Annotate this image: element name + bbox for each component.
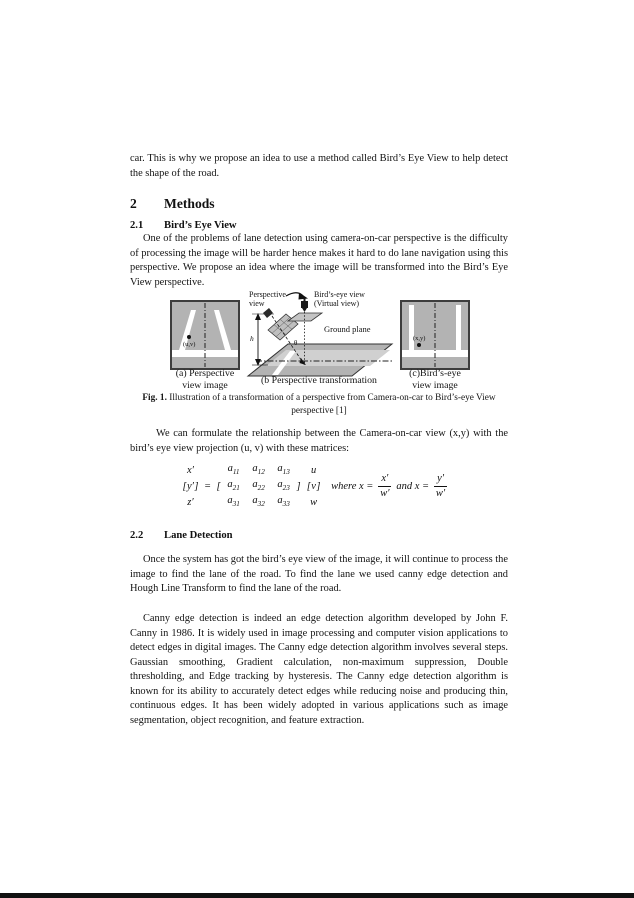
figure-1 <box>130 288 508 394</box>
page-bottom-bar <box>0 893 634 898</box>
fraction-y: $\frac{y'}{w'}$ <box>435 472 446 499</box>
subfig-a-label: (a) Perspective view image <box>175 368 235 391</box>
rhs-vector: u [ v ] w <box>306 464 321 508</box>
virtual-image-plane <box>288 313 322 321</box>
left-lane-line <box>409 305 414 350</box>
virtual-camera-lens <box>302 308 307 312</box>
subfig-b-label: (b Perspective transformation <box>261 375 377 386</box>
section-2-title: Methods <box>164 196 215 211</box>
matrix-equation <box>182 462 447 510</box>
equals-sign: = <box>203 480 212 492</box>
and-text: and x = <box>396 480 430 492</box>
section-2-1-number: 2.1 <box>130 220 144 231</box>
section-2-number: 2 <box>130 196 137 211</box>
birdseye-view-label-line1: Bird’s-eye view <box>314 290 365 299</box>
lhs-vector: x′ [ y′ ] z′ <box>182 464 199 508</box>
lane-detection-paragraph-1: Once the system has got the bird’s eye view of the image, it will continue to process the image to find the lane of the road. To find the lane we used canny edge detection and Hough Line Transform to find the lane of the road. <box>130 554 508 594</box>
fraction-x: $\frac{x'}{w'}$ <box>380 472 390 499</box>
subfig-a-perspective-image <box>170 300 240 370</box>
uv-point-label: (u,v) <box>183 341 196 348</box>
section-2-2-number: 2.2 <box>130 530 144 541</box>
where-text: where x = <box>331 480 374 492</box>
where-clause <box>331 473 447 500</box>
perspective-view-label-line1: Perspective <box>249 290 286 299</box>
figure-1-caption-number: Fig. 1. <box>142 393 167 403</box>
subfig-c-label: (c)Bird’s-eye view image <box>409 368 461 391</box>
intro-paragraph: car. This is why we propose an idea to use a method called Bird’s Eye View to help detect the shape of the road. <box>130 153 508 179</box>
subfig-c-birdseye-image <box>400 300 470 370</box>
lane-detection-paragraph-2: Canny edge detection is indeed an edge detection algorithm developed by John F. Canny in 1986. It is widely used in image processing and computer vision applications to detect edges in digital images. The Canny edge detection algorithm involves several steps. Gaussian smoothing, Gradient calculation, non-maximum suppression, Double thresholding, and Edge tracking by hysteresis. The Canny edge detection algorithm is known for its ability to accurately detect edges while reducing noise and producing thin, continuous edges. It has been widely adopted in various applications such as image segmentation, object recognition, and feature extraction. <box>130 613 508 726</box>
perspective-view-label-line2: view <box>249 299 265 308</box>
figure-1-caption-text: Illustration of a transformation of a perspective from Camera-on-car to Bird’s-eye View perspective [1] <box>166 393 496 416</box>
transform-matrix: $a_{11}$ $a_{12}$ $a_{13}$ [ $a_{21}$ $a_{22}$ $a_{23}$ ] $a_{31}$ $a_{32}$ $a_{33}$ <box>216 463 301 509</box>
section-2-2-heading <box>130 530 233 541</box>
birdseye-view-label-line2: (Virtual view) <box>314 299 360 308</box>
tilted-camera-icon <box>263 308 273 318</box>
curved-arrow-head <box>299 293 309 300</box>
section-2-heading <box>130 196 215 212</box>
uv-point <box>187 335 191 339</box>
birdseye-paragraph: One of the problems of lane detection using camera-on-car perspective is the difficulty of processing the image will be harder hence makes it hard to do lane navigation using this perspective. We propose an idea where the image will be transformed into the Bird’s Eye View perspective. <box>130 233 508 288</box>
theta-angle-label: θ <box>294 339 298 347</box>
right-lane-line <box>456 305 461 350</box>
formulate-paragraph: We can formulate the relationship between the Camera-on-car view (x,y) with the bird’s eye view projection (u, v) with these matrices: <box>130 428 508 454</box>
subfig-b-transformation-diagram <box>242 288 397 380</box>
xy-point-label: (x,y) <box>413 335 426 342</box>
section-2-1-heading <box>130 220 237 231</box>
virtual-camera-icon <box>301 301 308 308</box>
xy-point <box>417 343 421 347</box>
section-2-1-title: Bird’s Eye View <box>164 220 237 231</box>
section-2-2-title: Lane Detection <box>164 530 233 541</box>
figure-1-caption <box>130 392 508 417</box>
ground-plane-label: Ground plane <box>324 324 371 334</box>
height-label: h <box>250 334 254 343</box>
